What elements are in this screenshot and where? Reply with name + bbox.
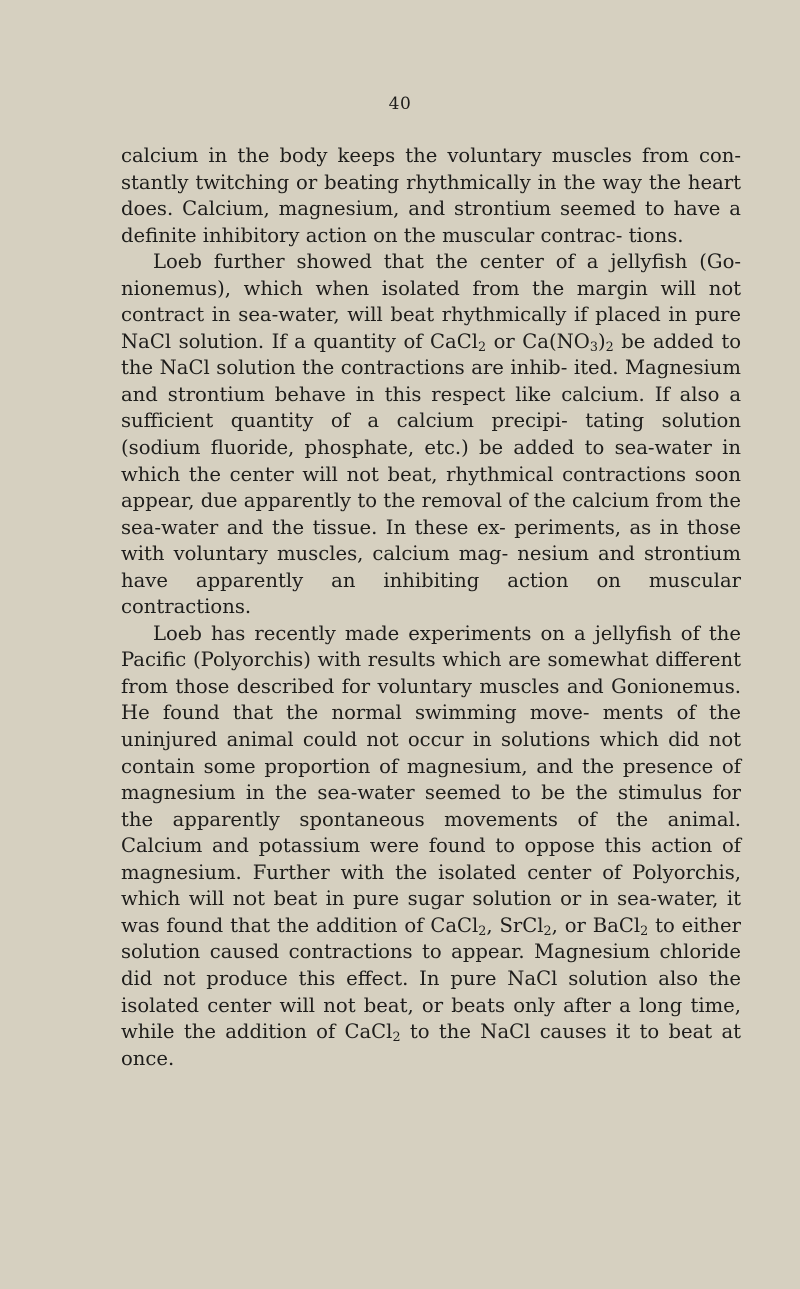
text-line: to sea-water in which the center will not beat, rhythmical [121, 436, 741, 486]
text-line: the animal. Calcium and potassium were found to oppose [121, 807, 742, 858]
text-line: the presence of magnesium in the sea-water seemed to be [121, 754, 741, 805]
paragraph-2 [121, 249, 741, 621]
text-line: Loeb further showed that the center of a jellyfish (Go- [153, 250, 741, 274]
text-line: contract in sea-water, will beat rhythmically if placed in [121, 303, 688, 327]
text-line: nesium and strontium have apparently an inhibiting action [121, 542, 741, 592]
text-line: or BaCl$_2$ to either solution caused contractions to appear. [121, 913, 741, 964]
text-line: tating solution (sodium fluoride, phosphate, etc.) be added [121, 409, 741, 460]
text-line: calcium. If also a sufficient quantity of a calcium precipi- [121, 382, 742, 433]
text-line: contractions soon appear, due apparently to the removal of [121, 462, 741, 513]
text-line: periments, as in those with voluntary muscles, calcium mag- [121, 515, 741, 566]
text-line: pure NaCl solution. If a quantity of CaCl$_2$ or $Ca(NO_3)_2$ [121, 303, 741, 355]
text-line: Gonionemus. He found that the normal swimming move- [121, 674, 741, 725]
text-line: the stimulus for the apparently spontaneous movements of [121, 781, 741, 831]
text-line: in sea-water, it was found that the addition of CaCl$_2$, SrCl$_2$, [121, 887, 741, 940]
text-line: ments of the uninjured animal could not occur in solutions [121, 701, 741, 752]
text-line: heart does. Calcium, magnesium, and strontium seemed to [121, 170, 741, 221]
text-line: have a definite inhibitory action on the muscular contrac- [121, 197, 741, 247]
text-line: nionemus), which when isolated from the margin will not [121, 276, 741, 300]
text-line: this action of magnesium. Further with the isolated center [121, 834, 741, 884]
text-line: which did not contain some proportion of magnesium, and [121, 728, 741, 778]
text-line: tions. [628, 223, 684, 247]
text-line: different from those described for voluntary muscles and [121, 648, 741, 698]
body-text [121, 143, 741, 1072]
text-line: on muscular contractions. [121, 568, 741, 619]
text-line: the calcium from the sea-water and the tissue. In these ex- [121, 489, 742, 539]
text-line: calcium in the body keeps the voluntary muscles from con- [121, 144, 741, 167]
text-line: stantly twitching or beating rhythmically in the way the [121, 170, 681, 194]
text-line: the Pacific (Polyorchis) with results which are somewhat [121, 621, 741, 672]
paragraph-3 [121, 621, 741, 1072]
text-line: NaCl solution also the isolated center will not beat, or beats [121, 966, 742, 1017]
text-line: of Polyorchis, which will not beat in pure sugar solution or [121, 860, 742, 911]
text-line: be added to the NaCl solution the contractions are inhib- [121, 329, 741, 380]
paragraph-1 [121, 143, 741, 249]
text-line: Loeb has recently made experiments on a jellyfish of [153, 621, 700, 645]
text-line: only after a long time, while the addition of CaCl$_2$ to the [121, 993, 741, 1046]
text-line: Magnesium chloride did not produce this effect. In pure [121, 940, 741, 990]
page-number: 40 [388, 94, 412, 114]
text-line: NaCl causes it to beat at once. [121, 1020, 742, 1070]
text-line: ited. Magnesium and strontium behave in this respect like [121, 356, 742, 406]
